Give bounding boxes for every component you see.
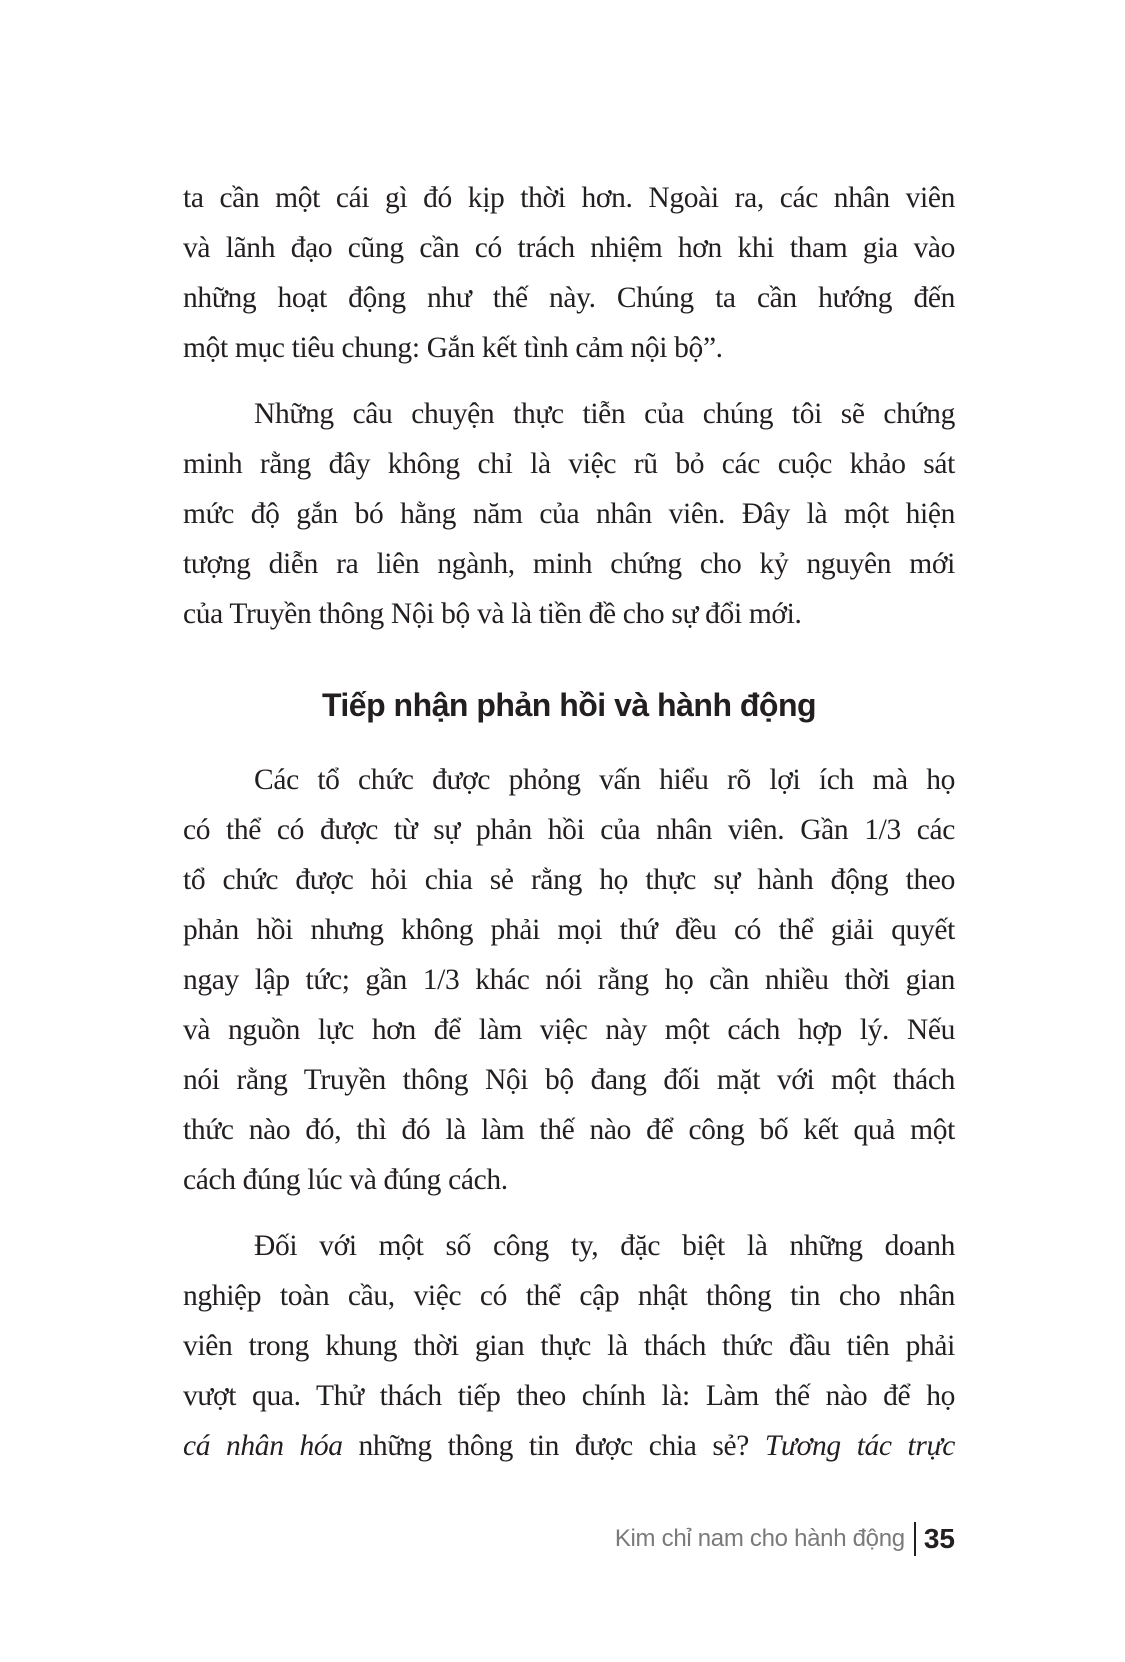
text-line: và lãnh đạo cũng cần có trách nhiệm hơn khi tham gia vào [183, 232, 955, 264]
footer-divider [914, 1522, 916, 1556]
text-line: vượt qua. Thử thách tiếp theo chính là: Làm thế nào để họ [183, 1380, 955, 1412]
text-line [183, 1421, 955, 1471]
text-line: của Truyền thông Nội bộ và là tiền đề cho sự đổi mới. [183, 598, 802, 630]
paragraph [183, 1221, 955, 1471]
text-line: ngay lập tức; gần 1/3 khác nói rằng họ cần nhiều thời gian [183, 964, 955, 996]
running-footer-title: Kim chỉ nam cho hành động [614, 1525, 905, 1552]
text-line: Các tổ chức được phỏng vấn hiểu rõ lợi ích mà họ [254, 764, 955, 796]
text-segment: những thông tin được chia sẻ? [342, 1430, 765, 1462]
text-line: Đối với một số công ty, đặc biệt là những doanh [254, 1230, 955, 1262]
section-heading: Tiếp nhận phản hồi và hành động [321, 687, 817, 723]
body-text [183, 755, 955, 1487]
text-line: một mục tiêu chung: Gắn kết tình cảm nội bộ”. [183, 332, 723, 364]
text-line: mức độ gắn bó hằng năm của nhân viên. Đây là một hiện [183, 498, 955, 530]
text-line: tổ chức được hỏi chia sẻ rằng họ thực sự hành động theo [183, 864, 955, 896]
text-line: ta cần một cái gì đó kịp thời hơn. Ngoài ra, các nhân viên [183, 182, 955, 214]
text-line: viên trong khung thời gian thực là thách thức đầu tiên phải [183, 1330, 955, 1362]
italic-text: cá nhân hóa [183, 1430, 343, 1462]
text-line: phản hồi nhưng không phải mọi thứ đều có thể giải quyết [183, 914, 955, 946]
paragraph [183, 389, 955, 639]
paragraph [183, 755, 955, 1205]
text-line: thức nào đó, thì đó là làm thế nào để công bố kết quả một [183, 1114, 955, 1146]
text-line: minh rằng đây không chỉ là việc rũ bỏ các cuộc khảo sát [183, 448, 955, 480]
text-line: những hoạt động như thế này. Chúng ta cần hướng đến [183, 282, 955, 314]
text-line: Những câu chuyện thực tiễn của chúng tôi sẽ chứng [254, 398, 955, 430]
paragraph [183, 173, 955, 373]
text-line: tượng diễn ra liên ngành, minh chứng cho kỷ nguyên mới [183, 548, 955, 580]
text-line: cách đúng lúc và đúng cách. [183, 1164, 508, 1196]
body-text [183, 173, 955, 655]
italic-text: Tương tác trực [764, 1430, 955, 1462]
page-number: 35 [923, 1523, 955, 1554]
text-line: nói rằng Truyền thông Nội bộ đang đối mặt với một thách [183, 1064, 955, 1096]
text-line: có thể có được từ sự phản hồi của nhân viên. Gần 1/3 các [183, 814, 955, 846]
text-line: nghiệp toàn cầu, việc có thể cập nhật thông tin cho nhân [183, 1280, 955, 1312]
text-line: và nguồn lực hơn để làm việc này một cách hợp lý. Nếu [183, 1014, 955, 1046]
page-footer [615, 1522, 955, 1556]
